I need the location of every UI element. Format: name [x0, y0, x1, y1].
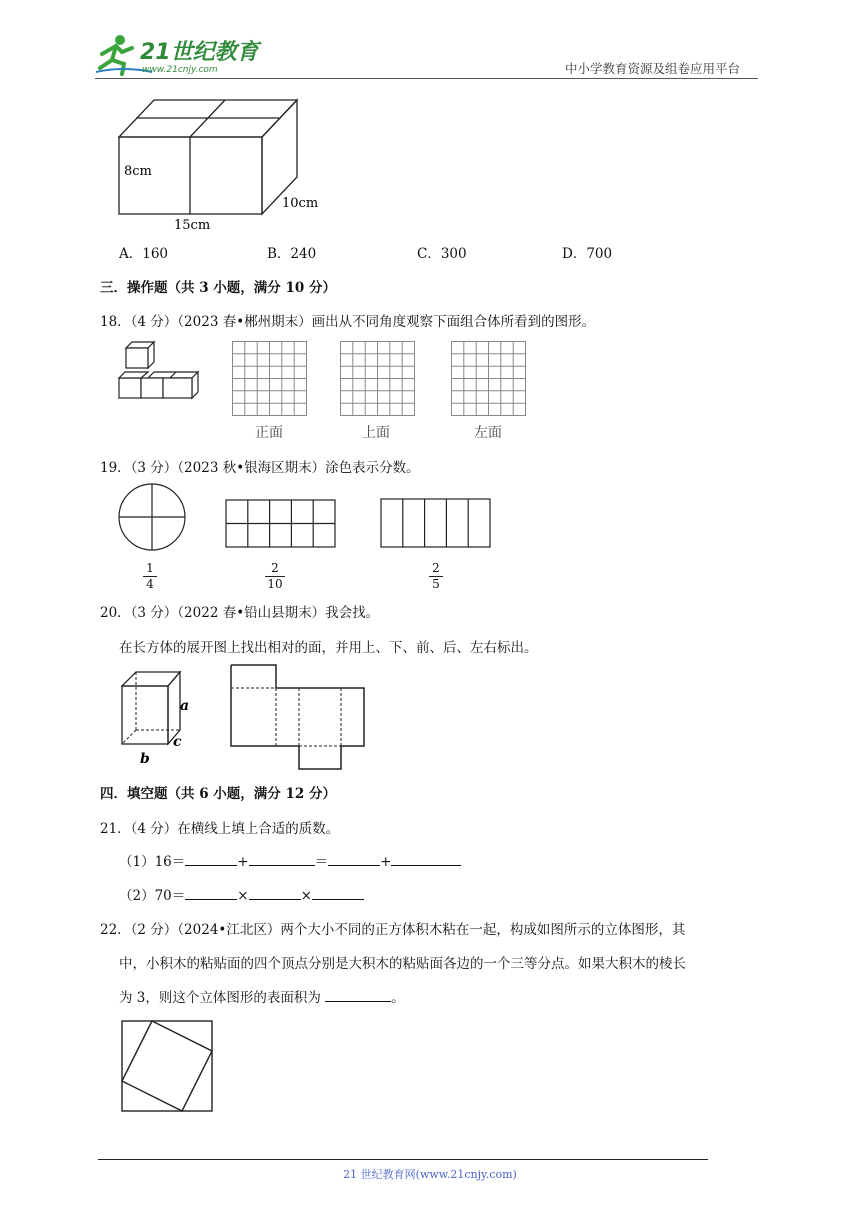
blank-4[interactable] [391, 853, 461, 866]
square-in-square-figure [120, 1019, 216, 1119]
footer-divider [98, 1159, 708, 1160]
rect-tenths[interactable] [225, 499, 337, 553]
site-logo [92, 32, 262, 80]
fraction-one-quarter: 1 4 [143, 562, 157, 591]
option-c[interactable]: C．300 [417, 246, 467, 262]
q20-subtext: 在长方体的展开图上找出相对的面，并用上、下、前、后、左右标出。 [119, 640, 538, 656]
footer-text[interactable]: 21 世纪教育网(www.21cnjy.com) [343, 1168, 517, 1181]
option-d[interactable]: D．700 [562, 246, 613, 262]
answer-blank[interactable] [325, 989, 391, 1002]
width-label: 10cm [282, 196, 319, 211]
edge-b-label: b [140, 751, 150, 766]
grid-front[interactable] [232, 341, 308, 421]
q22-line3: 为 3，则这个立体图形的表面积为 。 [119, 990, 405, 1006]
height-label: 8cm [124, 164, 152, 179]
header-platform-text: 中小学教育资源及组卷应用平台 [565, 61, 741, 76]
grid-left-label: 左面 [474, 425, 502, 441]
fraction-two-tenths: 2 10 [265, 562, 285, 591]
blank-5[interactable] [185, 887, 237, 900]
q18-text: 18．（4 分）（2023 春•郴州期末）画出从不同角度观察下面组合体所看到的图形。 [100, 314, 596, 330]
cuboid-figure [112, 95, 332, 239]
section-4-title: 四．填空题（共 6 小题，满分 12 分） [100, 786, 336, 802]
rect-fifths[interactable] [380, 498, 492, 554]
q21-text: 21．（4 分）在横线上填上合适的质数。 [100, 821, 340, 837]
grid-left[interactable] [451, 341, 527, 421]
cuboid-abc-figure [118, 666, 198, 770]
option-b[interactable]: B．240 [267, 246, 317, 262]
grid-front-label: 正面 [255, 425, 283, 441]
grid-top-label: 上面 [362, 425, 390, 441]
length-label: 15cm [174, 218, 211, 233]
q19-text: 19．（3 分）（2023 秋•银海区期末）涂色表示分数。 [100, 460, 420, 476]
svg-text:www.21cnjy.com: www.21cnjy.com [142, 65, 218, 75]
svg-text:21世纪教育: 21世纪教育 [140, 40, 259, 65]
edge-a-label: a [180, 698, 190, 714]
blank-2[interactable] [249, 853, 315, 866]
option-a[interactable]: A．160 [119, 246, 169, 262]
grid-top[interactable] [340, 341, 416, 421]
cuboid-net-figure[interactable] [228, 663, 370, 777]
blank-1[interactable] [185, 853, 237, 866]
edge-c-label: c [173, 734, 182, 750]
header-divider [95, 78, 758, 79]
q21-part1: （1）16＝ + ＝ + [119, 850, 461, 870]
blank-3[interactable] [328, 853, 380, 866]
q22-line1: 22．（2 分）（2024•江北区）两个大小不同的正方体积木粘在一起，构成如图所示的立体图形，其 [100, 922, 686, 938]
cube-assembly-figure [116, 340, 202, 406]
fraction-two-fifths: 2 5 [429, 562, 443, 591]
blank-7[interactable] [312, 887, 364, 900]
section-3-title: 三．操作题（共 3 小题，满分 10 分） [100, 280, 336, 296]
circle-quarters[interactable] [117, 482, 187, 556]
blank-6[interactable] [249, 887, 301, 900]
q21-part2: （2）70＝ × × [119, 884, 364, 904]
q22-line2: 中，小积木的粘贴面的四个顶点分别是大积木的粘贴面各边的一个三等分点。如果大积木的棱长 [119, 956, 686, 972]
q20-text: 20．（3 分）（2022 春•铅山县期末）我会找。 [100, 605, 380, 621]
